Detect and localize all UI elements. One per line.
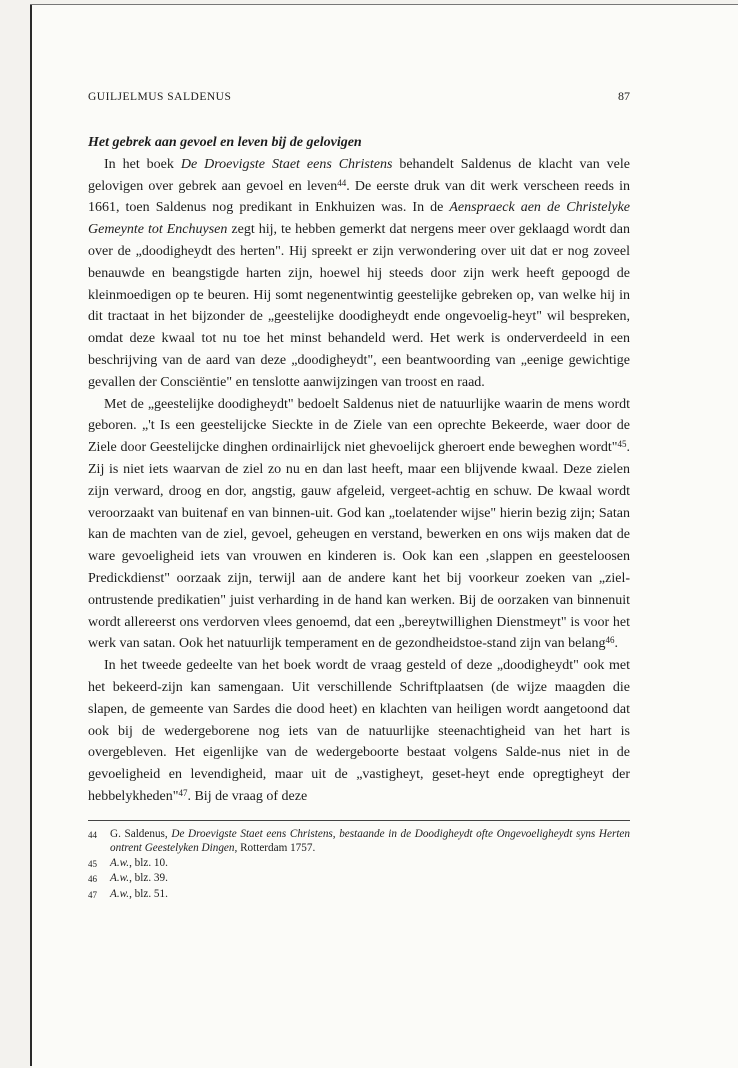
section-title: Het gebrek aan gevoel en leven bij de gelovigen: [88, 135, 362, 150]
footnote-number: 47: [88, 890, 97, 901]
footnote-reference[interactable]: 45: [617, 439, 627, 450]
footnote-text: [110, 871, 630, 887]
italic-text: A.w.: [110, 872, 130, 885]
text-run: . Bij de vraag of deze: [187, 788, 308, 804]
running-header: [88, 89, 630, 104]
footnote: [88, 887, 630, 903]
text-run: , blz. 51.: [129, 888, 168, 901]
footnote-rule: [88, 820, 630, 821]
paragraph: [88, 154, 630, 394]
footnote: [88, 856, 630, 872]
text-run: . Zij is niet iets waarvan de ziel zo nu en dan last heeft, maar een blijvende kwaal. Deze zielen zijn verward, droog en dor, angstig, gauw afgeleid, vergeet-achtig en schuw. De kwaal wordt veroorzaakt van buitenaf en van binnen-uit. God kan „toelatender wijse" hierin bezig zijn; Satan kan de machten van de ziel, gevoel, geheugen en verstand, bewerken en ons wijs maken dat de ware gevoeligheid iets van vrouwen en kinderen is. Ook kan een ‚slappen en geesteloosen Predickdienst" oorzaak zijn, terwijl aan de andere kant het bij voorkeur zoeken van „ziel-ontrustende predikatien" juist verharding in de hand kan werken. Bij de oorzaken van binnenuit wordt allereerst ons verdorven vlees genoemd, dat een „bereytwillighen Dienstmeyt" is voor het werk van satan. Ook het natuurlijk temperament en de gezondheidstoe-stand zijn van belang: [88, 440, 630, 652]
footnote-reference[interactable]: 44: [337, 177, 347, 188]
footnote-text: [110, 827, 630, 856]
footnote-number: 45: [88, 858, 97, 869]
italic-text: De Droevigste Staet eens Christens, bestaande in de Doodigheydt ofte Ongevoeligheydt syns Herten ontrent Geestelyken Dingen,: [110, 827, 630, 855]
footnote-text: [110, 887, 630, 903]
book-page: [32, 5, 738, 1068]
footnote-reference[interactable]: 47: [178, 787, 188, 798]
paragraph: [88, 655, 630, 808]
text-run: behandelt Saldenus de klacht van vele gelovigen over gebrek aan gevoel en leven: [88, 156, 630, 194]
italic-text: Aenspraeck aen de Christelyke Gemeynte tot Enchuysen: [88, 200, 630, 238]
paragraph: [88, 394, 630, 656]
text-run: Rotterdam 1757.: [237, 842, 316, 855]
running-title: GUILJELMUS SALDENUS: [88, 91, 232, 103]
text-run: , blz. 10.: [129, 856, 168, 869]
text-run: G. Saldenus,: [110, 827, 172, 840]
page-number: 87: [618, 89, 630, 103]
text-run: zegt hij, te hebben gemerkt dat nergens meer over geklaagd wordt dan over de „doodigheydt des herten". Hij spreekt er zijn verwondering over uit dat er nog zoveel benauwde en beangstigde harten zijn, hoewel hij steeds door zijn werk heeft gepoogd de kleinmoedigen op te beuren. Hij somt negenentwintig geestelijke gebreken op, van welke hij in dit tractaat in het bijzonder de „geestelijke doodigheydt ende ongevoelig-heyt" wil bespreken, omdat deze kwaal tot nu toe het minst behandeld werd. Het werk is onderverdeeld in een beschrijving van de aard van deze „doodigheydt", een beantwoording van „eenige gewichtige gevallen der Consciëntie" en tenslotte aanwijzingen van troost en raad.: [88, 222, 630, 390]
text-run: In het boek: [104, 156, 181, 172]
text-run: , blz. 39.: [129, 872, 168, 885]
text-run: Met de „geestelijke doodigheydt" bedoelt Saldenus niet de natuurlijke waarin de mens wordt geboren. „'t Is een geestelijcke Sieckte in de Ziele van een oprechte Bekeerde, waer door de Ziele door Geestelijcke dinghen ordinairlijck niet ghevoelijck gheroert ende beweghen wordt": [88, 396, 630, 456]
footnotes: [88, 827, 630, 903]
footnote: [88, 871, 630, 887]
italic-text: A.w.: [110, 856, 130, 869]
footnote-number: 44: [88, 829, 97, 840]
page-content: [88, 89, 630, 903]
text-run: . De eerste druk van dit werk verscheen reeds in 1661, toen Saldenus nog predikant in Enkhuizen was. In de: [88, 178, 630, 216]
italic-text: A.w.: [110, 888, 130, 901]
footnote: [88, 827, 630, 856]
body-text: [88, 154, 630, 808]
text-run: In het tweede gedeelte van het boek wordt de vraag gesteld of deze „doodigheydt" ook met het bekeerd-zijn kan samengaan. Uit verschillende Schriftplaatsen (de wijze maagden die slapen, de gemeente van Sardes die dood heet) en klachten van heiligen wordt aangetoond dat ook bij de wedergeborene nog iets van de natuurlijke steenachtigheid van het hart is overgebleven. Het eigenlijke van de wedergeboorte bestaat volgens Salde-nus niet in de gevoeligheid en levendigheid, maar uit de „vastigheyt, geset-heyt ende opregtigheyt der hebbelykheden": [88, 658, 630, 804]
italic-text: De Droevigste Staet eens Christens: [180, 156, 393, 172]
footnote-reference[interactable]: 46: [605, 635, 615, 646]
footnote-number: 46: [88, 874, 97, 885]
text-run: .: [614, 636, 618, 652]
footnote-text: [110, 856, 630, 872]
